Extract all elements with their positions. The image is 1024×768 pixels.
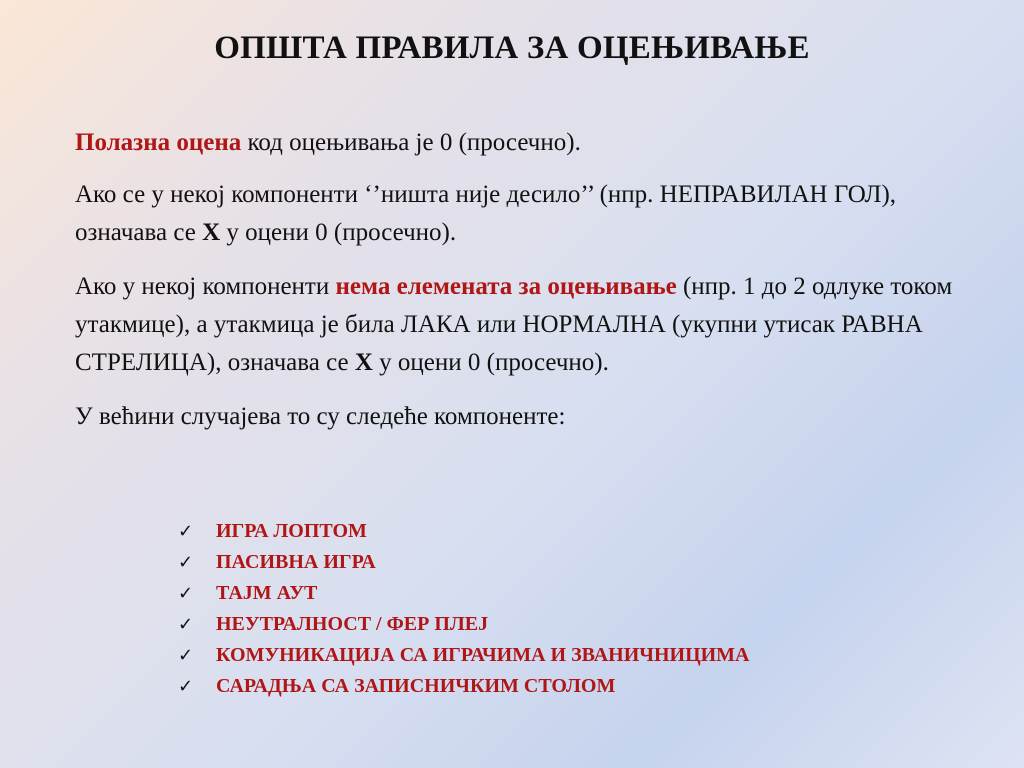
- list-item: [178, 609, 938, 640]
- checkmark-icon: ✓: [178, 614, 194, 635]
- x-mark: Х: [202, 219, 221, 246]
- paragraph-text: Ако у некој компоненти: [75, 273, 336, 300]
- paragraph-components-intro: У већини случајева то су следеће компоненте:: [75, 403, 566, 430]
- paragraph-starting-grade: [75, 124, 975, 162]
- highlight-starting-grade: Полазна оцена: [75, 129, 242, 156]
- paragraph-no-elements: [75, 268, 975, 382]
- checkmark-icon: ✓: [178, 521, 194, 542]
- checkmark-icon: ✓: [178, 583, 194, 604]
- paragraph-text: код оцењивања је 0 (просечно).: [241, 129, 581, 156]
- checkmark-icon: ✓: [178, 645, 194, 666]
- list-item-label: КОМУНИКАЦИЈА СА ИГРАЧИМА И ЗВАНИЧНИЦИМА: [216, 644, 750, 666]
- x-mark: Х: [354, 349, 373, 376]
- highlight-no-elements: нема елемената за оцењивање: [335, 273, 677, 300]
- checkmark-icon: ✓: [178, 676, 194, 697]
- list-item-label: ИГРА ЛОПТОМ: [216, 520, 367, 542]
- list-item: [178, 640, 938, 671]
- paragraph-text: Ако се у некој компоненти ‘’ништа није десило’’ (нпр. НЕПРАВИЛАН ГОЛ), означава се: [75, 181, 897, 246]
- list-item-label: ПАСИВНА ИГРА: [216, 551, 376, 573]
- paragraph-text: у оцени 0 (просечно).: [220, 219, 457, 246]
- components-list: [178, 516, 938, 702]
- list-item-label: ТАЈМ АУТ: [216, 582, 318, 604]
- list-item: [178, 516, 938, 547]
- paragraph-nothing-happened: [75, 176, 975, 252]
- slide-title: ОПШТА ПРАВИЛА ЗА ОЦЕЊИВАЊЕ: [214, 30, 810, 66]
- slide-body: [75, 124, 975, 452]
- list-item-label: НЕУТРАЛНОСТ / ФЕР ПЛЕЈ: [216, 613, 489, 635]
- paragraph-text: у оцени 0 (просечно).: [372, 349, 609, 376]
- list-item: [178, 547, 938, 578]
- list-item-label: САРАДЊА СА ЗАПИСНИЧКИМ СТОЛОМ: [216, 675, 616, 697]
- paragraph-text: (нпр. 1 до 2 одлуке током утакмице), а утакмица је била ЛАКА или НОРМАЛНА (укупни утисак РАВНА СТРЕЛИЦА), означава се: [75, 273, 953, 376]
- checkmark-icon: ✓: [178, 552, 194, 573]
- list-item: [178, 671, 938, 702]
- list-item: [178, 578, 938, 609]
